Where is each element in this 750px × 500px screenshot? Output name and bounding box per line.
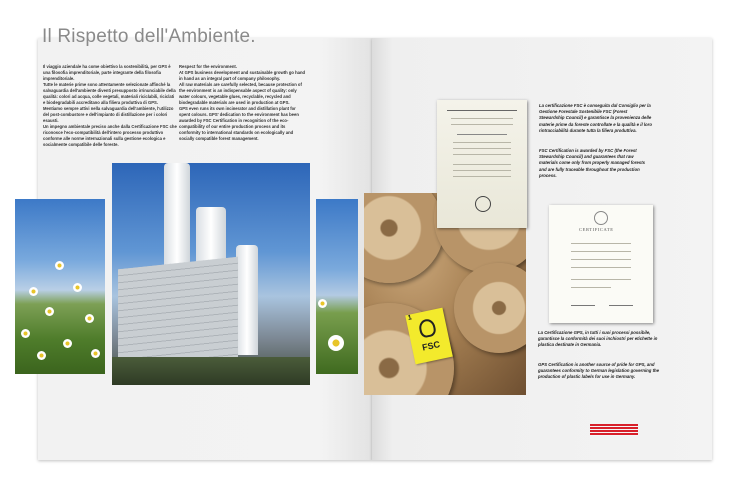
fsc-label-text: FSC: [421, 339, 441, 353]
italian-text-column: [43, 64, 177, 148]
page-title: Il Rispetto dell'Ambiente.: [42, 26, 256, 47]
fsc-tree-icon: [418, 318, 437, 339]
gps-certificate-image: [549, 205, 653, 323]
paragraph: Il viaggio aziendale ha come obiettivo la sostenibilità, per GPS è una filosofia imprenditoriale, parte integrante della filosofia imprenditoriale.: [43, 64, 171, 81]
paragraph: At GPS business development and sustainable growth go hand in hand as an integral part of company philosophy.: [179, 70, 306, 81]
paragraph: Un impegno ambientale preciso anche dalla Certificazione FSC che riconosce l'eco-compatibilità dell'intero processo produttivo conforme alle norme internazionali sulla gestione ecologica e socialmente compatibile delle foreste.: [43, 124, 177, 147]
gps-caption-it: La Certificazione GPS, in tutti i suoi processi possibile, garantisce la conformità dei suoi inchiostri per etichette in plastica destinate in Germania.: [538, 330, 658, 348]
fsc-label-number: 1: [407, 314, 413, 322]
daisy-closeup-photo: [316, 199, 358, 374]
column-heading: Respect for the environment.: [179, 64, 237, 69]
daisy-meadow-photo: [15, 199, 105, 374]
gps-caption-en: GPS Certification is another source of pride for GPS, and guarantees conformity to German legislation governing the production of plastic labels for use in Germany.: [538, 362, 660, 380]
fsc-certificate-image: [437, 100, 527, 228]
paragraph: All raw materials are carefully selected, because protection of the environment is an indispensable aspect of quality: only water colours, vegetable glues, recyclable, recycled and biodegradable materials are used in production at GPS.: [179, 82, 302, 105]
paragraph: Mentiamo sempre attivi nella salvaguardia dell'ambiente, l'utilizzo del post-combustore e dell'impianto di distillazione per i colori esausti.: [43, 106, 174, 123]
fsc-seal-icon: [475, 196, 491, 212]
fsc-caption-it: La certificazione FSC è conseguita dal Consiglio per la Gestione Forestale Sostenibile FSC (Forest Stewardship Council) e garantisce la provenienza delle materie prime da foreste controllate e la qualità e il loro rintracciabilità durante tutta la filiera produttiva.: [539, 103, 652, 133]
fsc-caption-en: FSC Certification is awarded by FSC (the Forest Stewardship Council) and guarantees that raw materials come only from properly managed forests and are fully traceable throughout the production process.: [539, 148, 646, 178]
gps-logo: [590, 424, 638, 436]
paragraph: GPS even runs its own incinerator and distillation plant for spent colours. GPS' dedication to the environment has been awarded by FSC Certification in recognition of the eco-compatibility of our entire production process and its conformity to international standards on ecologically and socially compatible forest management.: [179, 106, 299, 141]
seal-icon: [594, 211, 608, 225]
certificate-title: CERTIFICATE: [579, 227, 614, 232]
incinerator-plant-photo: [112, 163, 310, 385]
paragraph: Tutte le materie prime sono attentamente selezionate affinché la salvaguardia dell'ambiente diventi presupposto irrinunciabile della qualità: colori ad acqua, colle vegetali, materiali riciclabili, riciclati e biodegradabili accreditano alla filiera produttiva di GPS.: [43, 82, 176, 105]
english-text-column: [179, 64, 307, 142]
